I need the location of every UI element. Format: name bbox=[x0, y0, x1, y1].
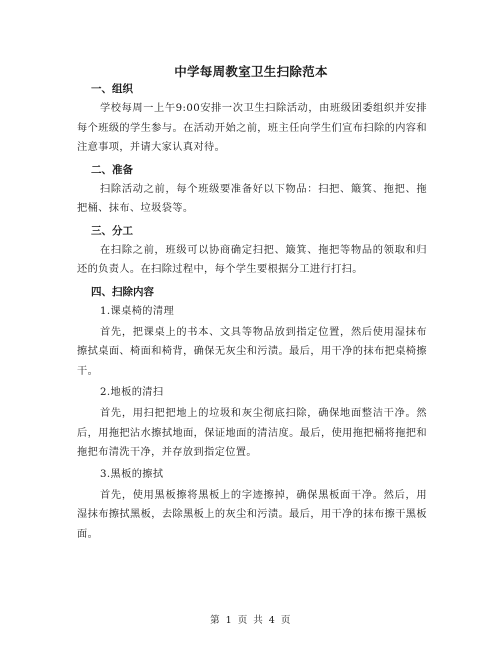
subsection-heading-desks: 1.课桌椅的清理 bbox=[100, 305, 175, 317]
document-title: 中学每周教室卫生扫除范本 bbox=[174, 64, 328, 79]
subsection-paragraph: 首先，把课桌上的书本、文具等物品放到指定位置，然后使用湿抹布擦拭桌面、椅面和椅背，确保无灰尘和污渍。最后，用干净的抹布把桌椅擦干。 bbox=[77, 326, 427, 377]
subsection-heading-floor: 2.地板的清扫 bbox=[100, 387, 164, 398]
subsection-paragraph: 首先，使用黑板擦将黑板上的字迹擦掉，确保黑板面干净。然后，用湿抹布擦拭黑板，去除黑板上的灰尘和污渍。最后，用干净的抹布擦干黑板面。 bbox=[77, 489, 427, 540]
section-heading-division: 三、分工 bbox=[91, 224, 133, 237]
document-body bbox=[77, 81, 427, 546]
section-paragraph: 扫除活动之前，每个班级要准备好以下物品：扫把、簸箕、拖把、拖把桶、抹布、垃圾袋等。 bbox=[77, 183, 427, 214]
page-footer: 第 1 页 共 4 页 bbox=[210, 615, 292, 626]
section-heading-preparation: 二、准备 bbox=[91, 163, 133, 176]
section-heading-cleaning-content: 四、扫除内容 bbox=[91, 285, 154, 298]
section-paragraph: 在扫除之前，班级可以协商确定扫把、簸箕、拖把等物品的领取和归还的负责人。在扫除过程中，每个学生要根据分工进行打扫。 bbox=[77, 244, 427, 275]
subsection-heading-blackboard: 3.黑板的擦拭 bbox=[100, 468, 164, 480]
section-heading-organization: 一、组织 bbox=[91, 83, 133, 95]
section-paragraph: 学校每周一上午9:00安排一次卫生扫除活动，由班级团委组织并安排每个班级的学生参与。在活动开始之前，班主任向学生们宣布扫除的内容和注意事项，并请大家认真对待。 bbox=[77, 103, 427, 153]
subsection-paragraph: 首先，用扫把把地上的垃圾和灰尘彻底扫除，确保地面整洁干净。然后，用拖把沾水擦拭地面，保证地面的清洁度。最后，使用拖把桶将拖把和拖把布清洗干净，并存放到指定位置。 bbox=[77, 408, 427, 458]
